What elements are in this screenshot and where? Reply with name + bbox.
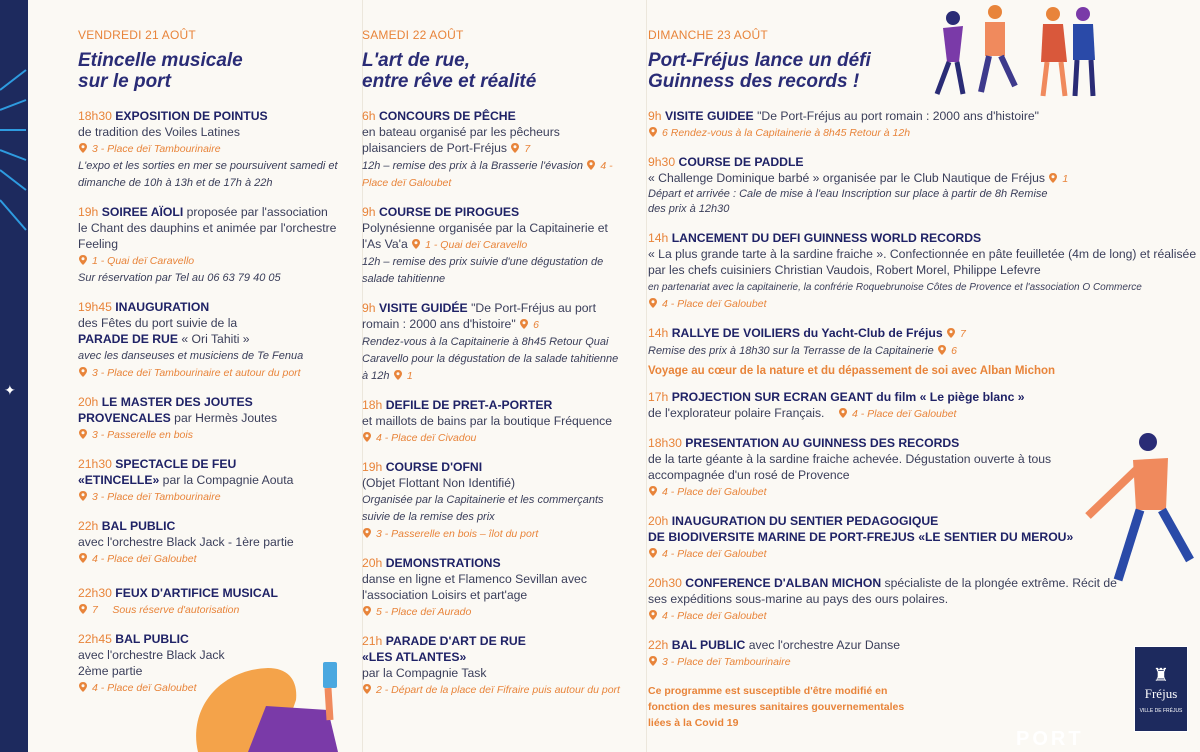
location-pin-icon (510, 143, 520, 153)
event-item: 19h SOIREE AÏOLI proposée par l'association le Chant des dauphins et animée par l'orchestre Feeling 1 - Quai deï Caravello Sur réservation par Tel au 06 63 79 40 05 (78, 205, 337, 284)
event-item: 20h INAUGURATION DU SENTIER PEDAGOGIQUE DE BIODIVERSITE MARINE DE PORT-FREJUS «LE SENTIER DU MEROU» 4 - Place deï Galoubet (648, 514, 1074, 560)
location-pin-icon (648, 610, 658, 620)
location-pin-icon (519, 319, 529, 329)
frejus-logo: ♜ Fréjus VILLE DE FRÉJUS (1134, 646, 1188, 732)
day-title: L'art de rue, entre rêve et réalité (362, 50, 537, 92)
location-pin-icon (78, 604, 88, 614)
friday-column (78, 0, 340, 709)
phone-person-illustration (178, 650, 378, 752)
event-item: 14h RALLYE DE VOILIERS du Yacht-Club de Fréjus 7 Remise des prix à 18h30 sur la Terrasse de la Capitainerie 6 (648, 326, 966, 357)
location-pin-icon (78, 682, 88, 692)
people-illustration (923, 0, 1113, 100)
svg-text:✦: ✦ (4, 382, 16, 398)
event-item: 20h30 CONFERENCE D'ALBAN MICHON spécialiste de la plongée extrême. Récit de ses expéditions sous-marine au pays des ours polaires. 4 - Place deï Galoubet (648, 576, 1117, 622)
starburst-decoration (0, 0, 28, 752)
event-item: 19h COURSE D'OFNI (Objet Flottant Non Identifié) Organisée par la Capitainerie et les commerçants suivie de la remise des prix 3 - Passerelle en bois – îlot du port (362, 460, 604, 540)
logo-castle-icon: ♜ (1152, 665, 1170, 685)
location-pin-icon (648, 548, 658, 558)
location-pin-icon (78, 553, 88, 563)
event-item: 22h BAL PUBLIC avec l'orchestre Azur Danse 3 - Place deï Tambourinaire (648, 638, 901, 668)
location-pin-icon (946, 328, 956, 338)
location-pin-icon (362, 432, 372, 442)
program-page (28, 0, 1200, 752)
event-item: 9h VISITE GUIDÉE "De Port-Fréjus au port romain : 2000 ans d'histoire" 6 Rendez-vous à la Capitainerie à 8h45 Retour Quai Caravello pour la dégustation de la salade tahitienne à 12h 1 (362, 301, 619, 382)
location-pin-icon (78, 429, 88, 439)
location-pin-icon (648, 656, 658, 666)
location-pin-icon (78, 255, 88, 265)
location-pin-icon (937, 345, 947, 355)
location-pin-icon (78, 367, 88, 377)
event-item: 18h30 EXPOSITION DE POINTUS de tradition des Voiles Latines 3 - Place deï Tambourinaire L'expo et les sorties en mer se poursuivent samedi et dimanche de 10h à 13h et de 17h à 22h (78, 109, 338, 189)
location-pin-icon (78, 491, 88, 501)
location-pin-icon (393, 370, 403, 380)
event-item: 20h LE MASTER DES JOUTES PROVENCALES par Hermès Joutes 3 - Passerelle en bois (78, 395, 278, 441)
port-wordmark: PORT (1016, 728, 1084, 750)
day-label: DIMANCHE 23 AOÛT (648, 28, 768, 42)
event-item: 17h PROJECTION SUR ECRAN GEANT du film « Le piège blanc » de l'explorateur polaire Français. 4 - Place deï Galoubet (648, 390, 1025, 420)
day-title: Port-Fréjus lance un défi Guinness des records ! (648, 50, 871, 92)
column-divider (646, 0, 647, 752)
alban-michon-banner: Voyage au cœur de la nature et du dépassement de soi avec Alban Michon (648, 365, 1056, 377)
event-item: 6h CONCOURS DE PÊCHE en bateau organisé par les pêcheurs plaisanciers de Port-Fréjus 7 12h – remise des prix à la Brasserie l'évasion 4 - Place deï Galoubet (362, 109, 613, 189)
event-item: 22h45 BAL PUBLIC avec l'orchestre Black Jack 2ème partie 4 - Place deï Galoubet (78, 632, 225, 694)
day-label: SAMEDI 22 AOÛT (362, 28, 464, 42)
event-item: 20h DEMONSTRATIONS danse en ligne et Flamenco Sevillan avec l'association Loisirs et part'age 5 - Place deï Aurado (362, 556, 587, 618)
event-item: 22h30 FEUX D'ARTIFICE MUSICAL 7 Sous réserve d'autorisation (78, 586, 278, 616)
location-pin-icon (411, 239, 421, 249)
event-item: 21h PARADE D'ART DE RUE «LES ATLANTES» par la Compagnie Task 2 - Départ de la place deï Fifraire puis autour du port (362, 634, 620, 696)
runner-illustration (1078, 430, 1200, 610)
event-item: 22h BAL PUBLIC avec l'orchestre Black Jack - 1ère partie 4 - Place deï Galoubet (78, 519, 294, 565)
location-pin-icon (78, 143, 88, 153)
covid-disclaimer: Ce programme est susceptible d'être modifié en fonction des mesures sanitaires gouvernementales liées à la Covid 19 (648, 685, 905, 729)
day-title: Etincelle musicale sur le port (78, 50, 243, 92)
location-pin-icon (1048, 173, 1058, 183)
sunday-column (648, 0, 1198, 731)
event-item: 18h30 PRESENTATION AU GUINNESS DES RECORDS de la tarte géante à la sardine fraiche achevée. Dégustation ouverte à tous accompagnée d'un rosé de Provence 4 - Place deï Galoubet (648, 436, 1052, 498)
location-pin-icon (586, 160, 596, 170)
day-label: VENDREDI 21 AOÛT (78, 28, 196, 42)
event-item: 9h VISITE GUIDEE "De Port-Fréjus au port romain : 2000 ans d'histoire" 6 Rendez-vous à la Capitainerie à 8h45 Retour à 12h (648, 109, 1040, 139)
location-pin-icon (838, 408, 848, 418)
event-item: 9h30 COURSE DE PADDLE « Challenge Dominique barbé » organisée par le Club Nautique de Fréjus 1 Départ et arrivée : Cale de mise à l'eau Inscription sur place à partir de 8h Remise des prix à 12h30 (648, 155, 1069, 215)
event-item: 19h45 INAUGURATION des Fêtes du port suivie de la PARADE DE RUE « Ori Tahiti » avec les danseuses et musiciens de Te Fenua 3 - Place deï Tambourinaire et autour du port (78, 300, 304, 379)
location-pin-icon (648, 127, 658, 137)
location-pin-icon (362, 606, 372, 616)
location-pin-icon (362, 528, 372, 538)
event-item: 21h30 SPECTACLE DE FEU «ETINCELLE» par la Compagnie Aouta 3 - Place deï Tambourinaire (78, 457, 294, 503)
event-item: 14h LANCEMENT DU DEFI GUINNESS WORLD RECORDS « La plus grande tarte à la sardine fraiche ». Confectionnée en pâte feuilletée (4m de long) et réalisée par les chefs cuisiniers Christian Vaudois, Robert Morel, Philippe Lefevre en partenariat avec la capitainerie, la confrérie Roquebrunoise Côtes de Provence et l'association O Commerce 4 - Place deï Galoubet (648, 231, 1197, 310)
event-item: 18h DEFILE DE PRET-A-PORTER et maillots de bains par la boutique Fréquence 4 - Place deï Civadou (362, 398, 612, 444)
location-pin-icon (648, 486, 658, 496)
location-pin-icon (648, 298, 658, 308)
saturday-column (362, 0, 622, 711)
event-item: 9h COURSE DE PIROGUES Polynésienne organisée par la Capitainerie et l'As Va'a 1 - Quai deï Caravello 12h – remise des prix suivie d'une dégustation de salade tahitienne (362, 205, 608, 285)
